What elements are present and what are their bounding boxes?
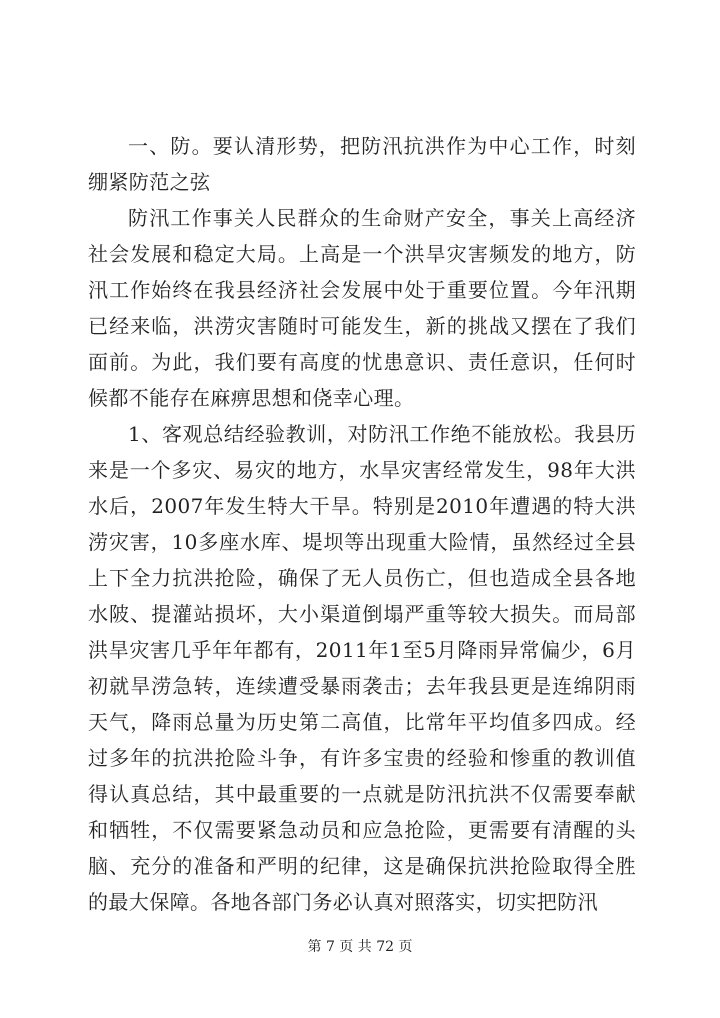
document-body xyxy=(88,128,636,920)
page-footer: 第 7 页 共 72 页 xyxy=(307,939,413,955)
paragraph: 1、客观总结经验教训，对防汛工作绝不能放松。我县历来是一个多灾、易灾的地方，水旱灾害经常发生，98年大洪水后，2007年发生特大干旱。特别是2010年遭遇的特大洪涝灾害，10多座水库、堤坝等出现重大险情，虽然经过全县上下全力抗洪抢险，确保了无人员伤亡，但也造成全县各地水陂、提灌站损坏，大小渠道倒塌严重等较大损失。而局部洪旱灾害几乎年年都有，2011年1至5月降雨异常偏少，6月初就旱涝急转，连续遭受暴雨袭击；去年我县更是连绵阴雨天气，降雨总量为历史第二高值，比常年平均值多四成。经过多年的抗洪抢险斗争，有许多宝贵的经验和惨重的教训值得认真总结，其中最重要的一点就是防汛抗洪不仅需要奉献和牺牲，不仅需要紧急动员和应急抢险，更需要有清醒的头脑、充分的准备和严明的纪律，这是确保抗洪抢险取得全胜的最大保障。各地各部门务必认真对照落实，切实把防汛 xyxy=(88,422,636,914)
section-heading: 一、防。要认清形势，把防汛抗洪作为中心工作，时刻绷紧防范之弦 xyxy=(88,134,636,194)
paragraph: 防汛工作事关人民群众的生命财产安全，事关上高经济社会发展和稳定大局。上高是一个洪旱灾害频发的地方，防汛工作始终在我县经济社会发展中处于重要位置。今年汛期已经来临，洪涝灾害随时可能发生，新的挑战又摆在了我们面前。为此，我们要有高度的忧患意识、责任意识，任何时候都不能存在麻痹思想和侥幸心理。 xyxy=(88,206,636,410)
